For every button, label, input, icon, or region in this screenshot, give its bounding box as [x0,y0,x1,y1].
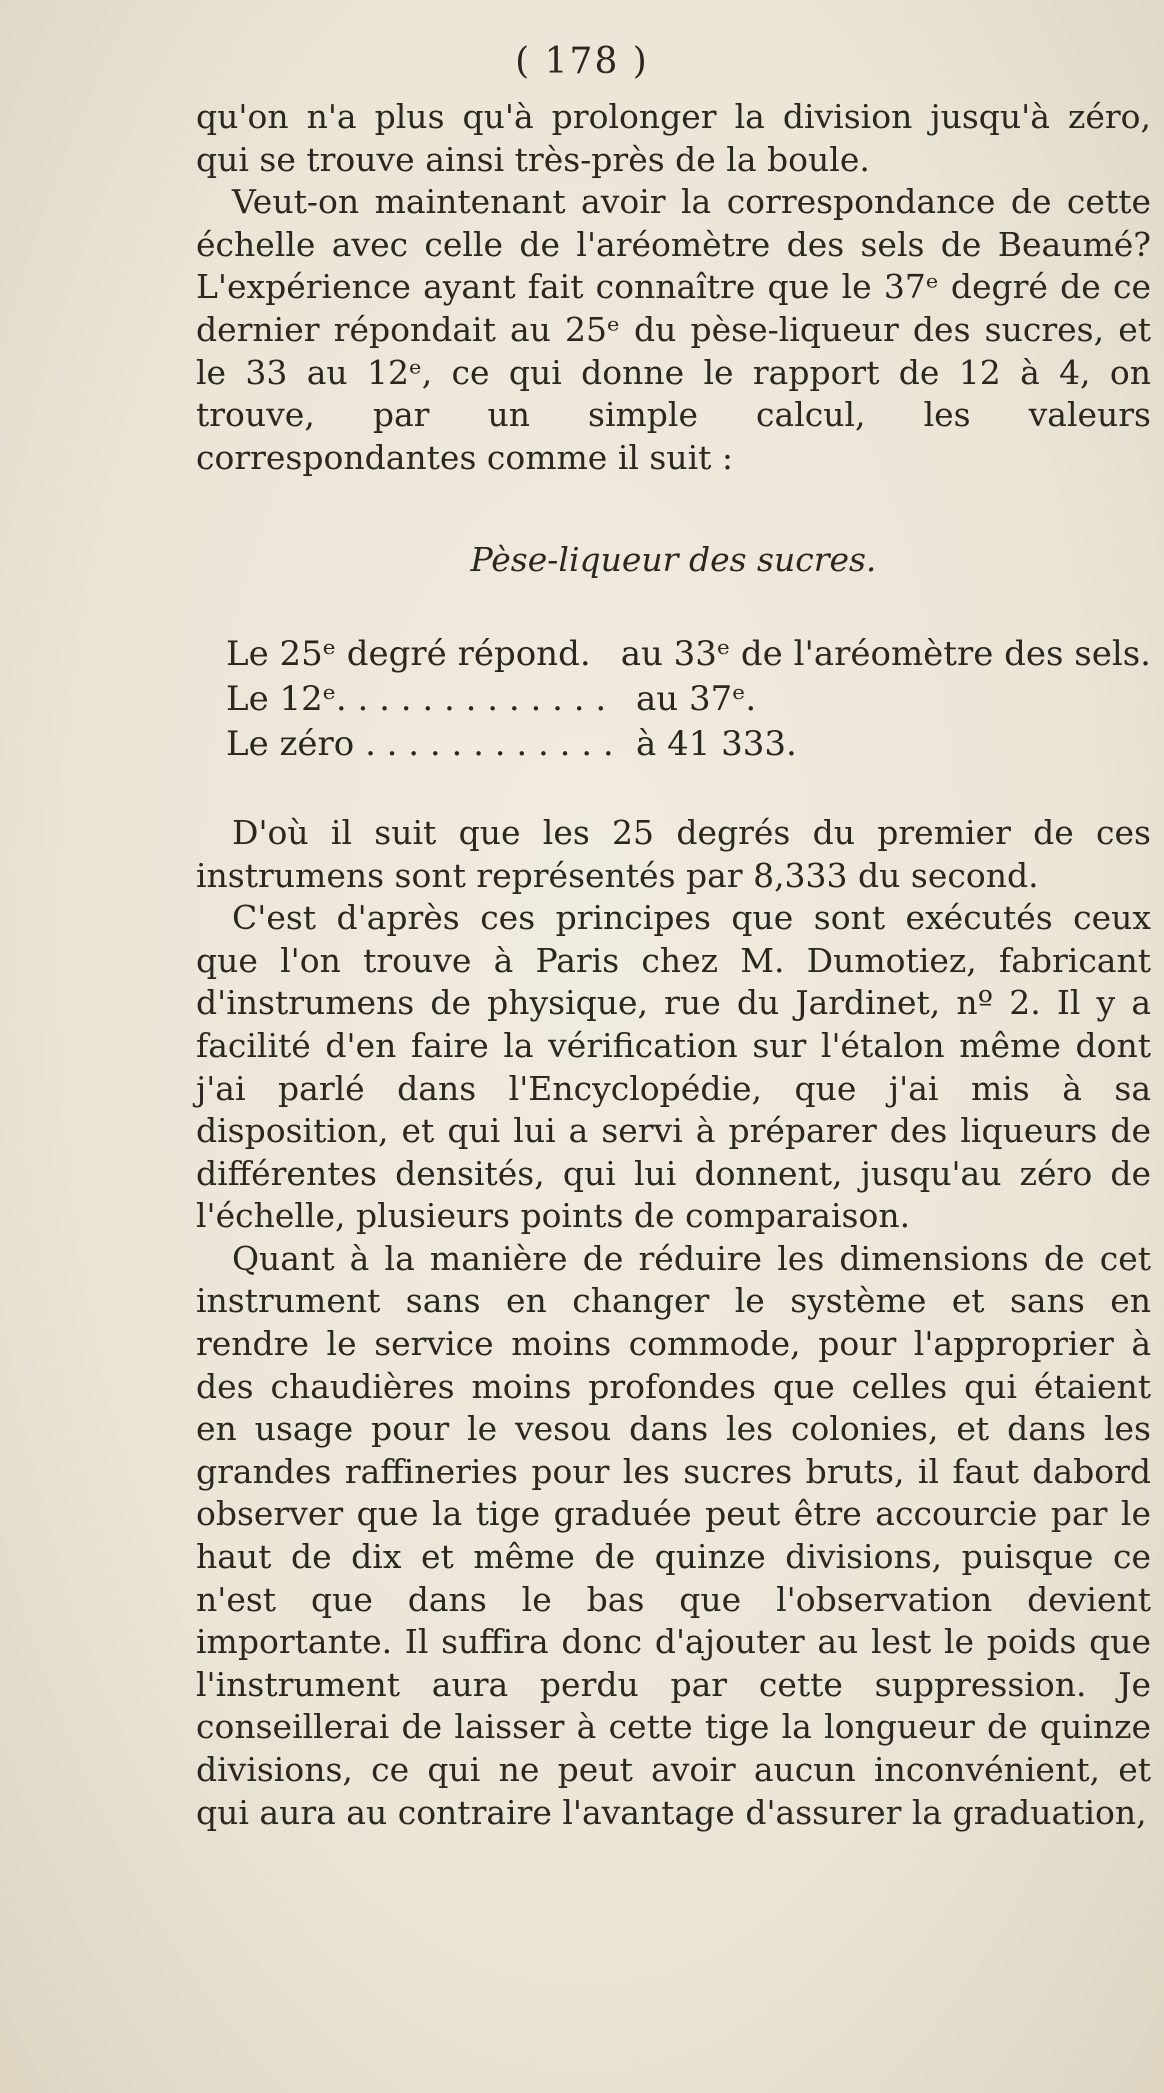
table-row [226,677,1151,722]
table-row [226,722,1151,767]
paragraph-continuation: qu'on n'a plus qu'à prolonger la division jusqu'à zéro, qui se trouve ainsi très-près de la boule. [196,97,1151,179]
paragraph-correspondence: Veut-on maintenant avoir la correspondance de cette échelle avec celle de l'aréomètre des sels de Beaumé? L'expérience ayant fait connaître que le 37ᵉ degré de ce dernier répondait au 25ᵉ du pèse-liqueur des sucres, et le 33 au 12ᵉ, ce qui donne le rapport de 12 à 4, on trouve, par un simple calcul, les valeurs correspondantes comme il suit : [196,182,1151,477]
table-heading: Pèse-liqueur des sucres. [470,540,877,580]
table-cell-right: au 33ᵉ de l'aréomètre des sels. [620,633,1151,674]
table-cell-right: au 37ᵉ. [636,678,757,719]
table-cell-left: Le 12ᵉ. . . . . . . . . . . . . [226,678,607,719]
paragraph-dimensions: Quant à la manière de réduire les dimensions de cet instrument sans en changer le système et sans en rendre le service moins commode, pour l'approprier à des chaudières moins profondes que celles qui étaient en usage pour le vesou dans les colonies, et dans les grandes raffineries pour les sucres bruts, il faut dabord observer que la tige graduée peut être accourcie par le haut de dix et même de quinze divisions, puisque ce n'est que dans le bas que l'observation devient importante. Il suffira donc d'ajouter au lest le poids que l'instrument aura perdu par cette suppression. Je conseillerai de laisser à cette tige la longueur de quinze divisions, ce qui ne peut avoir aucun inconvénient, et qui aura au contraire l'avantage d'assurer la graduation, [196,1238,1151,1832]
page-number: ( 178 ) [515,41,649,82]
table-cell-left: Le 25ᵉ degré répond. [226,633,591,674]
correspondence-table [226,632,1151,767]
table-row [226,632,1151,677]
paragraph-dumotiez: C'est d'après ces principes que sont exécutés ceux que l'on trouve à Paris chez M. Dumotiez, fabricant d'instrumens de physique, rue du Jardinet, nº 2. Il y a facilité d'en faire la vérification sur l'étalon même dont j'ai parlé dans l'Encyclopédie, que j'ai mis à sa disposition, et qui lui a servi à préparer des liqueurs de différentes densités, qui lui donnent, jusqu'au zéro de l'échelle, plusieurs points de comparaison. [196,898,1151,1236]
table-cell-right: à 41 333. [636,723,797,764]
table-cell-left: Le zéro . . . . . . . . . . . . [226,723,614,764]
paragraph-consequence: D'où il suit que les 25 degrés du premier de ces instrumens sont représentés par 8,333 du second. [196,812,1151,895]
page-text [196,96,1151,1834]
